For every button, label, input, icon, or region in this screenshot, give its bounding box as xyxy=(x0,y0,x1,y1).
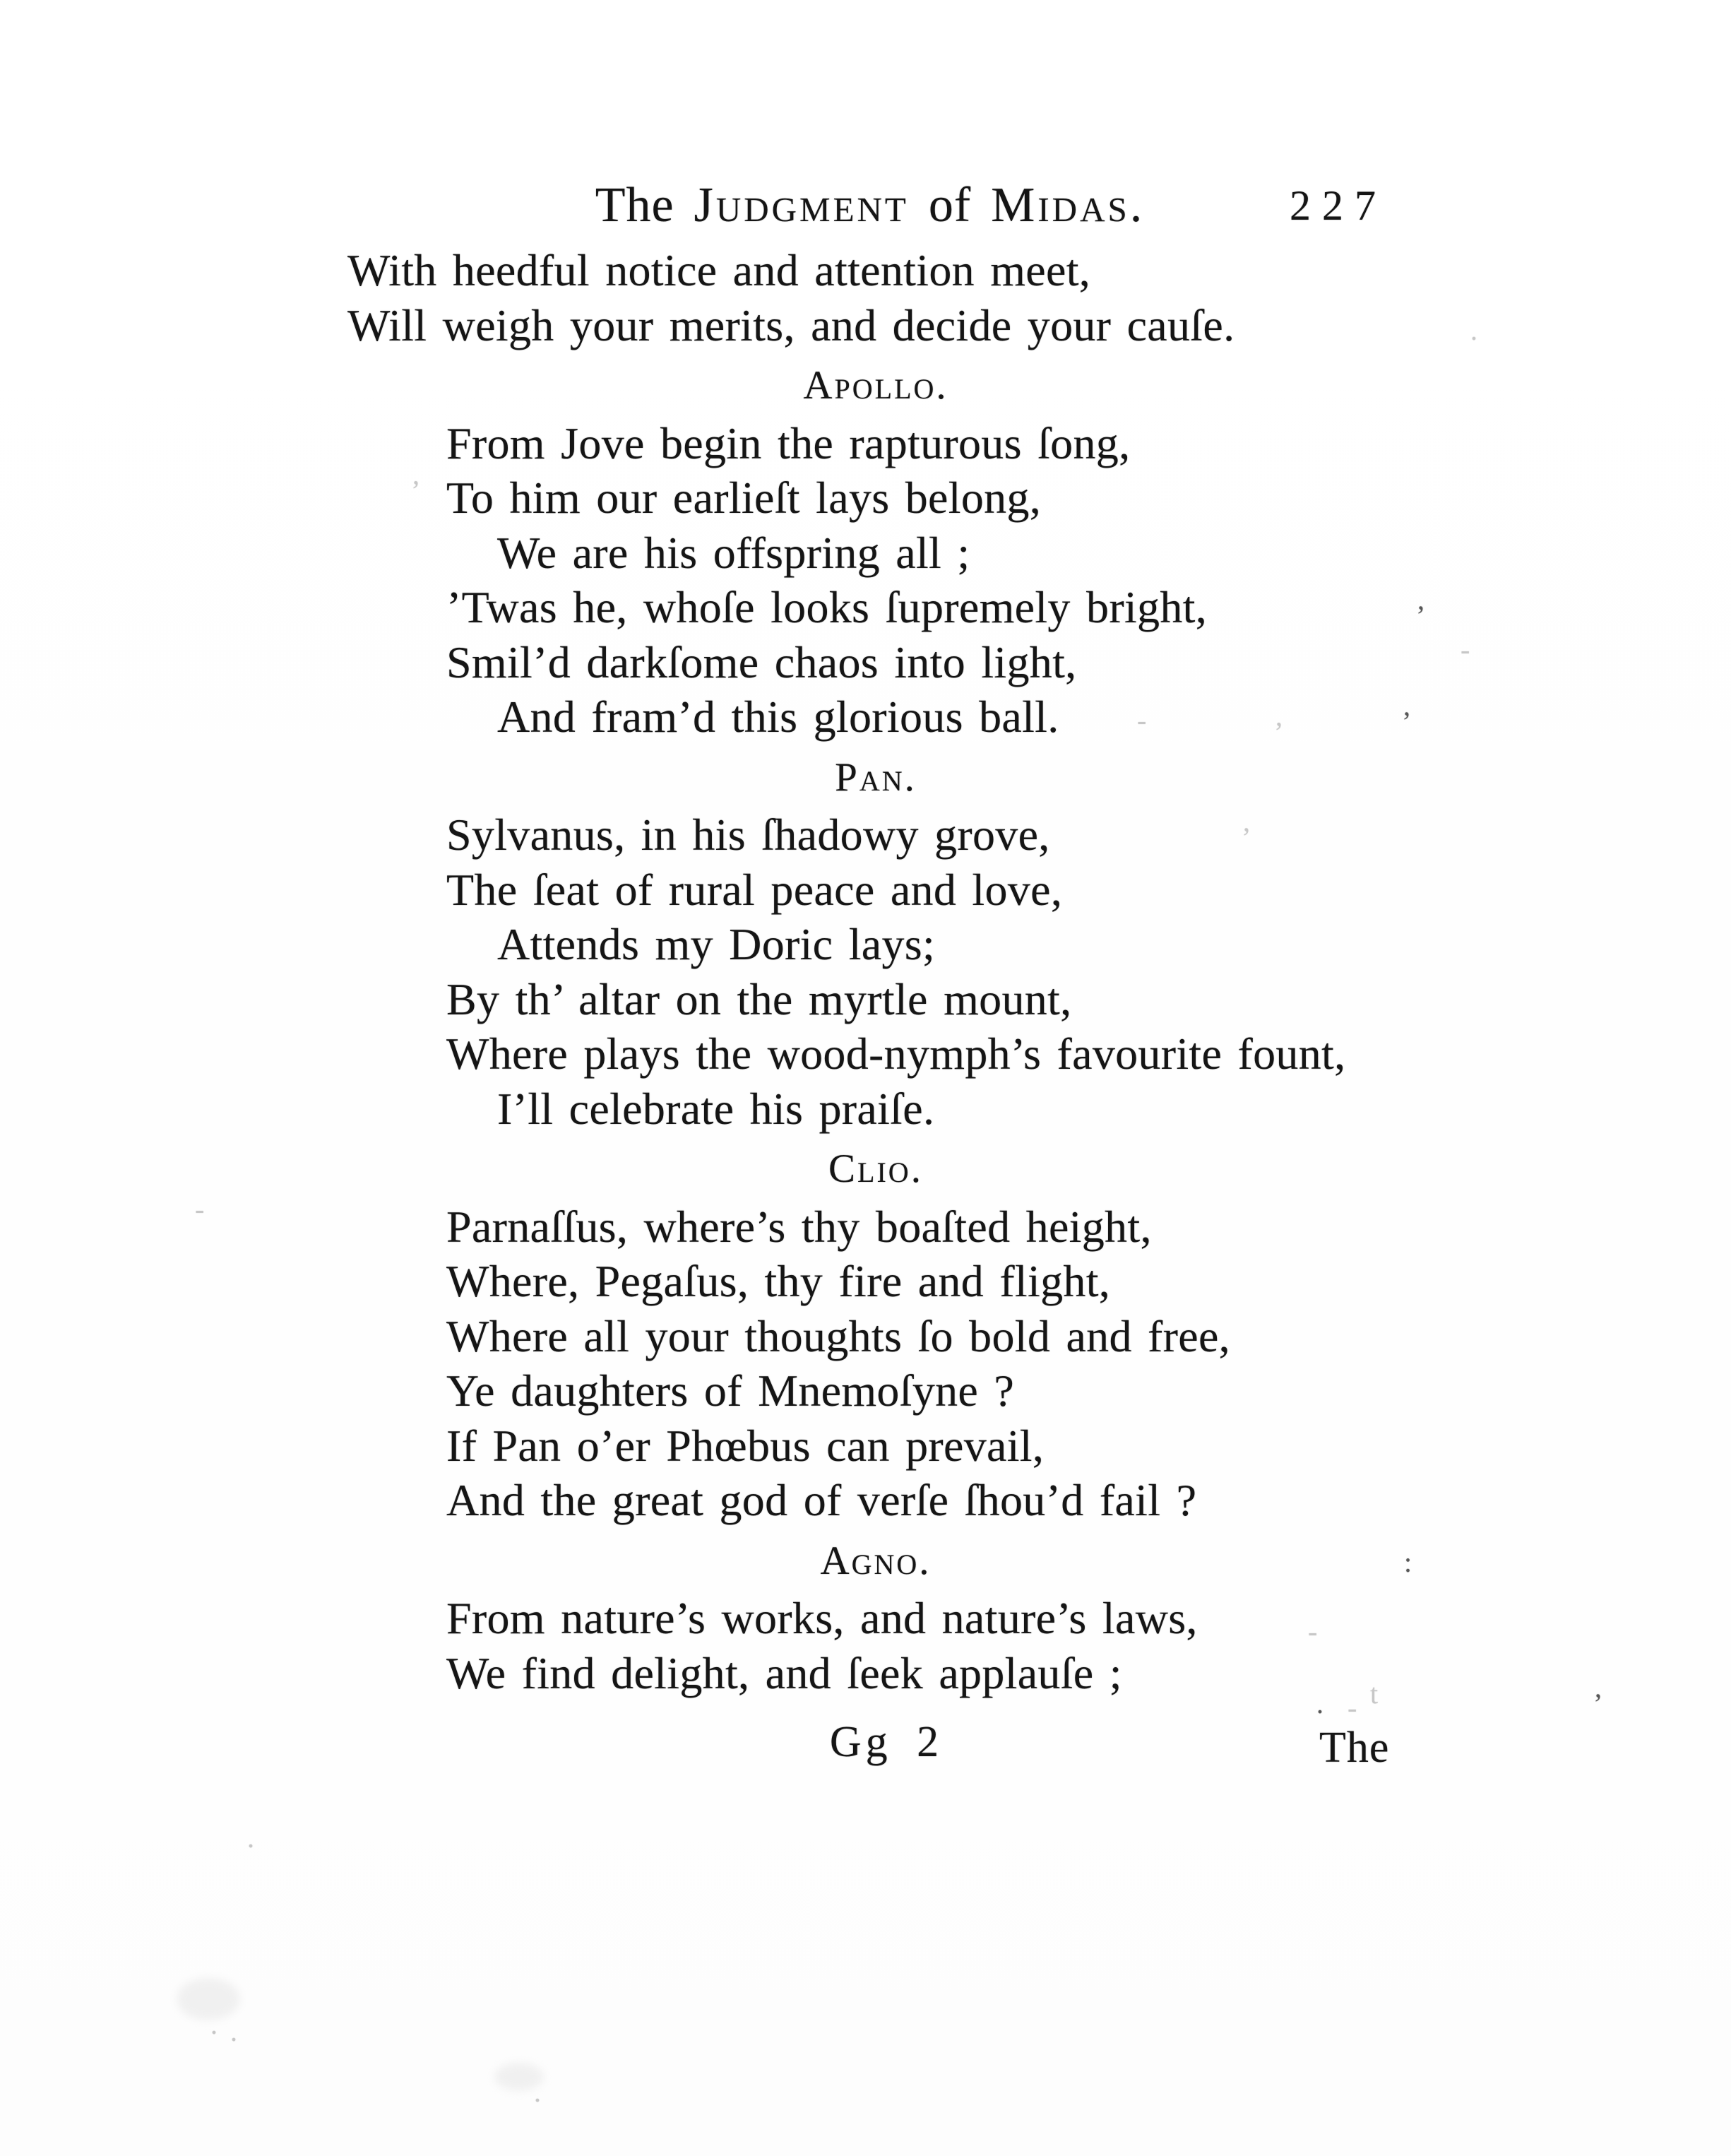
ink-speck: : xyxy=(1404,1546,1412,1578)
ink-speck: , xyxy=(412,458,420,490)
poem-text xyxy=(347,0,1407,2156)
ink-speck: - xyxy=(1348,1692,1357,1724)
poem-line: We find delight, and ſeek applauſe ; xyxy=(446,1647,1122,1698)
speaker-heading: Apollo. xyxy=(803,363,948,408)
title-word-of: of xyxy=(928,178,972,232)
title-word-judgment: Judgment xyxy=(694,178,909,232)
ink-speck: ’ xyxy=(1416,600,1426,632)
poem-line: Where, Pegaſus, thy fire and flight, xyxy=(446,1256,1111,1306)
page-number: 227 xyxy=(1290,182,1387,229)
ink-speck: - xyxy=(195,1193,205,1225)
poem-line: I’ll celebrate his praiſe. xyxy=(497,1083,935,1134)
poem-line: From Jove begin the rapturous ſong, xyxy=(446,417,1131,468)
ink-speck: . xyxy=(1470,314,1477,346)
poem-line: Parnaſſus, where’s thy boaſted height, xyxy=(446,1201,1152,1252)
catchword: The xyxy=(1319,1724,1390,1772)
speaker-heading: Agno. xyxy=(820,1538,932,1583)
ink-speck: . xyxy=(247,1822,254,1854)
ink-speck: t xyxy=(1370,1678,1379,1710)
ink-speck: . xyxy=(230,2015,237,2047)
ink-speck: - xyxy=(1308,1616,1318,1647)
poem-line: To him our earlieſt lays belong, xyxy=(446,473,1042,523)
poem-line: By th’ altar on the myrtle mount, xyxy=(446,973,1072,1024)
poem-line: And the great god of verſe ſhou’d fail ? xyxy=(446,1475,1197,1525)
ink-speck: . xyxy=(534,2076,541,2108)
poem-line: Ye daughters of Mnemoſyne ? xyxy=(446,1366,1015,1416)
ink-speck: - xyxy=(1137,704,1147,736)
poem-line: Will weigh your merits, and decide your cauſe. xyxy=(347,300,1235,350)
title-word-the: The xyxy=(595,178,674,232)
poem-line: We are his offspring all ; xyxy=(497,527,970,578)
poem-line: And fram’d this glorious ball. xyxy=(497,692,1059,742)
poem-line: Where all your thoughts ſo bold and free, xyxy=(446,1310,1230,1361)
poem-line: Attends my Doric lays; xyxy=(497,919,936,969)
scan-blotch xyxy=(177,1978,240,2020)
poem-line: From nature’s works, and nature’s laws, xyxy=(446,1593,1198,1643)
ink-speck: . xyxy=(1316,1688,1323,1719)
poem-line: Sylvanus, in his ſhadowy grove, xyxy=(446,810,1050,860)
poem-line: With heedful notice and attention meet, xyxy=(347,245,1091,295)
ink-speck: - xyxy=(1461,634,1470,665)
poem-line: The ſeat of rural peace and love, xyxy=(446,864,1063,915)
poem-line: ’Twas he, whoſe looks ſupremely bright, xyxy=(446,582,1208,632)
poem-line: If Pan o’er Phœbus can prevail, xyxy=(446,1420,1045,1471)
poem-line: Where plays the wood-nymph’s favourite fount, xyxy=(446,1029,1346,1079)
ink-speck: . xyxy=(210,2008,218,2040)
signature-mark: Gg 2 xyxy=(829,1718,944,1766)
speaker-heading: Clio. xyxy=(828,1147,923,1191)
ink-speck: ’ xyxy=(1402,706,1412,738)
ink-speck: ’ xyxy=(1242,822,1251,853)
poem-line: Smil’d darkſome chaos into light, xyxy=(446,636,1077,687)
speaker-heading: Pan. xyxy=(835,754,917,800)
ink-speck: , xyxy=(1275,700,1283,732)
title-word-midas: Midas. xyxy=(991,178,1146,232)
ink-speck: ’ xyxy=(1593,1688,1603,1719)
